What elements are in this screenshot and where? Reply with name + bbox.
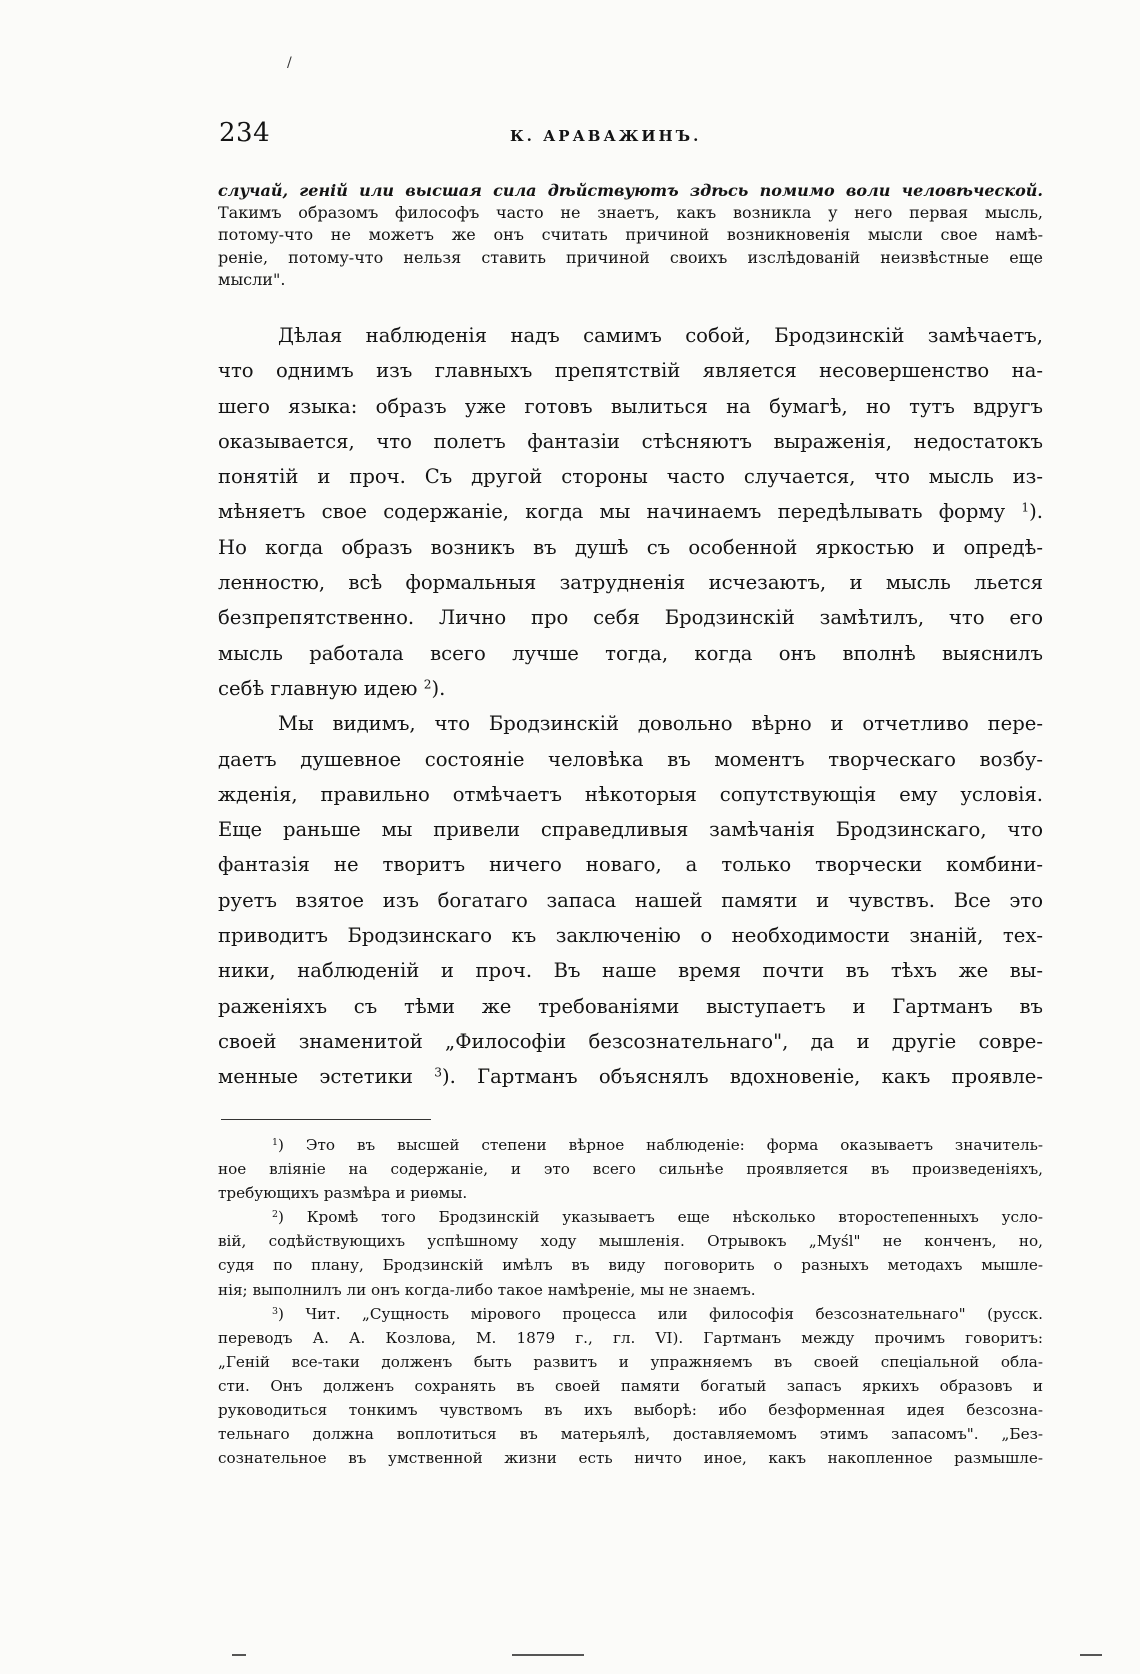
body-line: Мы видимъ, что Бродзинскiй довольно вѣрно и отчетливо пере- <box>278 712 1043 736</box>
running-head: К. АРАВАЖИНЪ. <box>510 127 702 145</box>
quote-line: потому-что не можетъ же онъ считать причиной возникновенiя мысли свое намѣ- <box>218 225 1043 245</box>
footnote-line <box>218 1302 1043 1326</box>
footnote-line: ное влiянiе на содержанiе, и это всего сильнѣе проявляется въ произведенiяхъ, <box>218 1160 1043 1179</box>
body-line-text: мѣняетъ свое содержанiе, когда мы начинаемъ передѣлывать форму <box>218 500 1006 524</box>
body-line-with-footnote-ref <box>218 1059 1043 1094</box>
footnote-3 <box>218 1302 1043 1471</box>
body-line: своей знаменитой „Философiи безсознательнаго", да и другiе совре- <box>218 1029 1043 1053</box>
footnote-1 <box>218 1133 1043 1205</box>
footnote-marker: 2 <box>272 1209 278 1221</box>
body-line: раженiяхъ съ тѣми же требованiями выступаетъ и Гартманъ въ <box>218 994 1043 1018</box>
body-line: оказывается, что полетъ фантазiи стѣсняютъ выраженiя, недостатокъ <box>218 429 1043 453</box>
stray-mark: / <box>287 55 292 71</box>
body-line: мысль работала всего лучше тогда, когда онъ вполнѣ выяснилъ <box>218 641 1043 665</box>
footnote-text: ) Чит. „Сущность мiрового процесса или философiя безсознательнаго" (русск. <box>278 1304 1043 1323</box>
body-line: Дѣлая наблюденiя надъ самимъ собой, Бродзинскiй замѣчаетъ, <box>278 324 1043 347</box>
footnote-line: требующихъ размѣра и риѳмы. <box>218 1184 468 1203</box>
footnotes <box>218 1133 1043 1470</box>
footnote-line: судя по плану, Бродзинскiй имѣлъ въ виду поговорить о разныхъ методахъ мышле- <box>218 1256 1043 1275</box>
body-line: ленностю, всѣ формальныя затрудненiя исчезаютъ, и мысль льется <box>218 571 1043 595</box>
body-line: приводитъ Бродзинскаго къ заключенiю о необходимости знанiй, тех- <box>218 924 1043 948</box>
footnote-ref-1: 1 <box>1021 500 1030 515</box>
quote-line: мысли". <box>218 269 286 289</box>
footnote-line: вiй, содѣйствующихъ успѣшному ходу мышленiя. Отрывокъ „Myśl" не конченъ, но, <box>218 1232 1043 1251</box>
body-line: безпрепятственно. Лично про себя Бродзинскiй замѣтилъ, что его <box>218 606 1043 630</box>
body-text <box>218 318 1043 1095</box>
body-line: фантазiя не творитъ ничего новаго, а только творчески комбини- <box>218 853 1043 877</box>
footnote-marker: 1 <box>272 1136 278 1148</box>
body-line: ники, наблюденiй и проч. Въ наше время почти въ тѣхъ же вы- <box>218 959 1043 983</box>
footnote-text: ) Кромѣ того Бродзинскiй указываетъ еще нѣсколько второстепенныхъ усло- <box>278 1208 1043 1227</box>
body-line-with-footnote-ref <box>218 671 1043 706</box>
quote-line: Такимъ образомъ философъ часто не знаетъ, какъ возникла у него первая мысль, <box>218 203 1043 223</box>
quote-italic-line: случай, генiй или высшая сила дѣйствуютъ здѣсь помимо воли человѣческой. <box>218 181 1043 200</box>
body-line: Еще раньше мы привели справедливыя замѣчанiя Бродзинскаго, что <box>218 818 1043 842</box>
footnote-line: „Генiй все-таки долженъ быть развитъ и упражняемъ въ своей спецiальной обла- <box>218 1352 1043 1371</box>
footnote-line: сти. Онъ долженъ сохранять въ своей памяти богатый запасъ яркихъ образовъ и <box>218 1376 1043 1395</box>
paragraph-1 <box>218 318 1043 706</box>
body-line: шего языка: образъ уже готовъ вылиться на бумагѣ, но тутъ вдругъ <box>218 394 1043 418</box>
body-line: что однимъ изъ главныхъ препятствiй является несовершенство на- <box>218 359 1043 383</box>
footnote-line: сознательное въ умственной жизни есть ничто иное, какъ накопленное размышле- <box>218 1449 1043 1468</box>
footnote-line: переводъ А. А. Козлова, М. 1879 г., гл. VI). Гартманъ между прочимъ говоритъ: <box>218 1328 1043 1347</box>
body-line: понятiй и проч. Съ другой стороны часто случается, что мысль из- <box>218 465 1043 489</box>
quote-line: ренiе, потому-что нельзя ставить причиной своихъ изслѣдованiй неизвѣстные еще <box>218 247 1043 267</box>
footnote-separator <box>221 1119 431 1120</box>
body-line-tail: ). <box>431 676 446 700</box>
footnote-line: тельнаго должна воплотиться въ матерьялѣ, доставляемомъ этимъ запасомъ". „Без- <box>218 1425 1043 1444</box>
body-line: жденiя, правильно отмѣчаетъ нѣкоторыя сопутствующiя ему условiя. <box>218 782 1043 806</box>
body-line-tail: ). Гартманъ объяснялъ вдохновенiе, какъ проявле- <box>441 1065 1043 1089</box>
footnote-2 <box>218 1205 1043 1301</box>
scan-artifact-mark <box>232 1654 246 1656</box>
body-line-tail: ). <box>1029 500 1043 524</box>
footnote-marker: 3 <box>272 1305 278 1317</box>
footnote-line <box>218 1133 1043 1157</box>
footnote-ref-2: 2 <box>423 677 432 692</box>
footnote-line <box>218 1205 1043 1229</box>
scan-artifact-mark <box>1080 1654 1102 1656</box>
body-line-text: себѣ главную идею <box>218 676 418 700</box>
footnote-ref-3: 3 <box>434 1065 442 1080</box>
body-line-with-footnote-ref <box>218 494 1043 529</box>
body-line: даетъ душевное состоянiе человѣка въ моментъ творческаго возбу- <box>218 747 1043 771</box>
footnote-line: нiя; выполнилъ ли онъ когда-либо такое намѣренiе, мы не знаемъ. <box>218 1280 756 1299</box>
page-number: 234 <box>219 118 271 148</box>
quote-continuation <box>218 180 1043 291</box>
footnote-line: руководиться тонкимъ чувствомъ въ ихъ выборѣ: ибо безформенная идея безсозна- <box>218 1401 1043 1420</box>
body-line: руетъ взятое изъ богатаго запаса нашей памяти и чувствъ. Все это <box>218 888 1043 912</box>
paragraph-2 <box>218 706 1043 1094</box>
body-line: Но когда образъ возникъ въ душѣ съ особенной яркостью и опредѣ- <box>218 535 1043 559</box>
body-line-text: менные эстетики <box>218 1065 413 1089</box>
footnote-text: ) Это въ высшей степени вѣрное наблюденiе: форма оказываетъ значитель- <box>278 1136 1043 1154</box>
scan-artifact-mark <box>512 1654 584 1656</box>
